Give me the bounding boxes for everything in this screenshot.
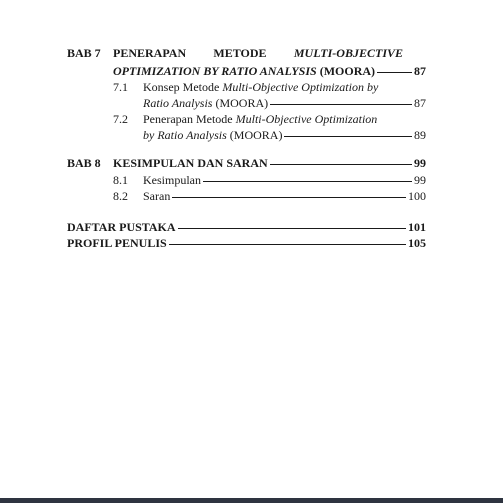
entry-title-italic: Multi-Objective Optimization by (222, 80, 379, 94)
toc-leader (377, 72, 412, 73)
toc-entry-7-1 (113, 80, 426, 94)
toc-entry-8-1 (113, 173, 426, 187)
entry-number: 7.1 (113, 80, 128, 94)
toc-leader (178, 228, 406, 229)
bab7-title-italic2: OPTIMIZATION BY RATIO ANALYSIS (113, 64, 317, 78)
entry-title-plain: Penerapan Metode (143, 112, 236, 126)
profil-penulis-title: PROFIL PENULIS (67, 236, 167, 250)
daftar-pustaka-title: DAFTAR PUSTAKA (67, 220, 176, 234)
bab7-title-tail: (MOORA) (319, 64, 376, 78)
entry-page: 99 (414, 173, 426, 187)
entry-title-italic: Multi-Objective Optimization (235, 112, 378, 126)
daftar-pustaka-page: 101 (408, 220, 426, 234)
profil-penulis-page: 105 (408, 236, 426, 250)
entry-number: 8.2 (113, 189, 128, 203)
bab8-page: 99 (414, 156, 426, 170)
toc-entry-8-2 (113, 189, 426, 203)
entry-title-plain: (MOORA) (226, 128, 283, 142)
toc-entry-7-2-line2 (143, 128, 426, 142)
entry-number: 7.2 (113, 112, 128, 126)
bab7-page: 87 (414, 64, 426, 78)
toc-leader (270, 104, 412, 105)
entry-title-italic: Ratio Analysis (143, 96, 213, 110)
toc-bab8-heading (67, 156, 426, 170)
bab7-title-word2: METODE (213, 46, 267, 60)
entry-page: 100 (408, 189, 426, 203)
toc-bab7-heading-line2 (113, 64, 426, 78)
toc-leader (203, 181, 412, 182)
entry-title-plain: Konsep Metode (143, 80, 223, 94)
entry-title-italic: by Ratio Analysis (143, 128, 227, 142)
toc-leader (169, 244, 406, 245)
bab7-label: BAB 7 (67, 46, 101, 60)
bab8-title: KESIMPULAN DAN SARAN (113, 156, 268, 170)
toc-daftar-pustaka (67, 220, 426, 234)
entry-page: 89 (414, 128, 426, 142)
entry-title: Kesimpulan (143, 173, 201, 187)
toc-leader (284, 136, 412, 137)
bab8-label: BAB 8 (67, 156, 101, 170)
entry-number: 8.1 (113, 173, 128, 187)
entry-page: 87 (414, 96, 426, 110)
bab7-title-line1 (113, 46, 403, 60)
toc-leader (172, 197, 406, 198)
entry-title: Saran (143, 189, 171, 203)
toc-bab7-heading (67, 46, 427, 60)
toc-entry-7-1-line2 (143, 96, 426, 110)
toc-entry-7-2 (113, 112, 426, 126)
entry-title-plain: (MOORA) (212, 96, 269, 110)
bab7-title-italic1: MULTI-OBJECTIVE (293, 46, 403, 60)
toc-profil-penulis (67, 236, 426, 250)
bab7-title-word1: PENERAPAN (113, 46, 187, 60)
bottom-border-bar (0, 498, 503, 503)
toc-leader (270, 164, 412, 165)
